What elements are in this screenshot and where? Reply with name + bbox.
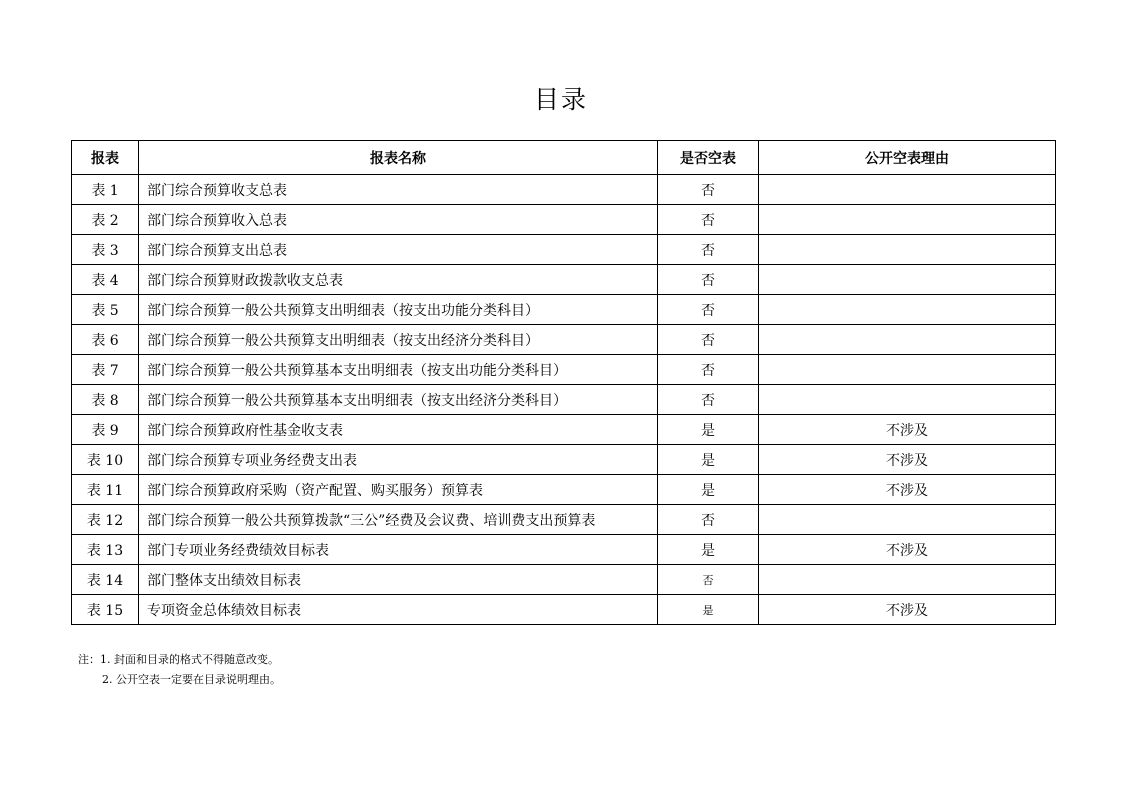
cell-reason	[759, 265, 1056, 295]
table-row	[72, 535, 1056, 565]
table-row	[72, 595, 1056, 625]
column-header-empty: 是否空表	[658, 141, 759, 175]
cell-empty: 否	[658, 265, 759, 295]
toc-table	[71, 140, 1056, 625]
cell-reason	[759, 505, 1056, 535]
cell-reason: 不涉及	[759, 445, 1056, 475]
cell-no: 表 4	[72, 265, 139, 295]
cell-reason	[759, 565, 1056, 595]
table-row	[72, 385, 1056, 415]
cell-name: 部门专项业务经费绩效目标表	[139, 535, 658, 565]
cell-no: 表 3	[72, 235, 139, 265]
note-line-2: 2. 公开空表一定要在目录说明理由。	[102, 673, 281, 686]
cell-empty: 是	[658, 595, 759, 625]
column-header-no: 报表	[72, 141, 139, 175]
cell-no: 表 13	[72, 535, 139, 565]
cell-empty: 否	[658, 235, 759, 265]
cell-name: 部门综合预算政府性基金收支表	[139, 415, 658, 445]
cell-no: 表 2	[72, 205, 139, 235]
cell-name: 部门综合预算专项业务经费支出表	[139, 445, 658, 475]
table-row	[72, 265, 1056, 295]
note-line-1: 注：1. 封面和目录的格式不得随意改变。	[78, 653, 279, 666]
cell-no: 表 6	[72, 325, 139, 355]
cell-empty: 否	[658, 325, 759, 355]
notes	[78, 650, 281, 690]
table-row	[72, 505, 1056, 535]
table-row	[72, 415, 1056, 445]
table-row	[72, 325, 1056, 355]
cell-no: 表 11	[72, 475, 139, 505]
table-row	[72, 295, 1056, 325]
cell-name: 部门综合预算一般公共预算支出明细表（按支出功能分类科目）	[139, 295, 658, 325]
cell-name: 部门综合预算支出总表	[139, 235, 658, 265]
cell-reason	[759, 325, 1056, 355]
cell-no: 表 5	[72, 295, 139, 325]
cell-name: 部门综合预算一般公共预算基本支出明细表（按支出经济分类科目）	[139, 385, 658, 415]
cell-name: 部门综合预算收入总表	[139, 205, 658, 235]
cell-no: 表 1	[72, 175, 139, 205]
table-row	[72, 175, 1056, 205]
cell-no: 表 10	[72, 445, 139, 475]
cell-empty: 是	[658, 445, 759, 475]
cell-reason	[759, 175, 1056, 205]
cell-no: 表 15	[72, 595, 139, 625]
cell-reason: 不涉及	[759, 475, 1056, 505]
column-header-reason: 公开空表理由	[759, 141, 1056, 175]
cell-empty: 是	[658, 415, 759, 445]
page-title: 目录	[533, 85, 588, 114]
cell-name: 部门整体支出绩效目标表	[139, 565, 658, 595]
cell-name: 部门综合预算一般公共预算拨款“三公”经费及会议费、培训费支出预算表	[139, 505, 658, 535]
cell-empty: 是	[658, 475, 759, 505]
cell-no: 表 9	[72, 415, 139, 445]
cell-empty: 否	[658, 565, 759, 595]
table-row	[72, 235, 1056, 265]
cell-empty: 否	[658, 355, 759, 385]
cell-reason: 不涉及	[759, 595, 1056, 625]
cell-empty: 否	[658, 295, 759, 325]
cell-empty: 否	[658, 175, 759, 205]
cell-reason	[759, 355, 1056, 385]
cell-name: 部门综合预算一般公共预算支出明细表（按支出经济分类科目）	[139, 325, 658, 355]
column-header-name: 报表名称	[139, 141, 658, 175]
table-row	[72, 205, 1056, 235]
table-row	[72, 565, 1056, 595]
cell-reason: 不涉及	[759, 415, 1056, 445]
cell-reason: 不涉及	[759, 535, 1056, 565]
cell-name: 专项资金总体绩效目标表	[139, 595, 658, 625]
cell-no: 表 12	[72, 505, 139, 535]
table-row	[72, 355, 1056, 385]
cell-empty: 否	[658, 505, 759, 535]
table-row	[72, 445, 1056, 475]
cell-reason	[759, 385, 1056, 415]
cell-reason	[759, 295, 1056, 325]
cell-name: 部门综合预算收支总表	[139, 175, 658, 205]
table-header-row	[72, 141, 1056, 175]
cell-reason	[759, 235, 1056, 265]
cell-no: 表 7	[72, 355, 139, 385]
cell-no: 表 8	[72, 385, 139, 415]
cell-name: 部门综合预算政府采购（资产配置、购买服务）预算表	[139, 475, 658, 505]
cell-no: 表 14	[72, 565, 139, 595]
cell-empty: 是	[658, 535, 759, 565]
cell-empty: 否	[658, 385, 759, 415]
cell-reason	[759, 205, 1056, 235]
cell-name: 部门综合预算财政拨款收支总表	[139, 265, 658, 295]
table-row	[72, 475, 1056, 505]
cell-name: 部门综合预算一般公共预算基本支出明细表（按支出功能分类科目）	[139, 355, 658, 385]
cell-empty: 否	[658, 205, 759, 235]
